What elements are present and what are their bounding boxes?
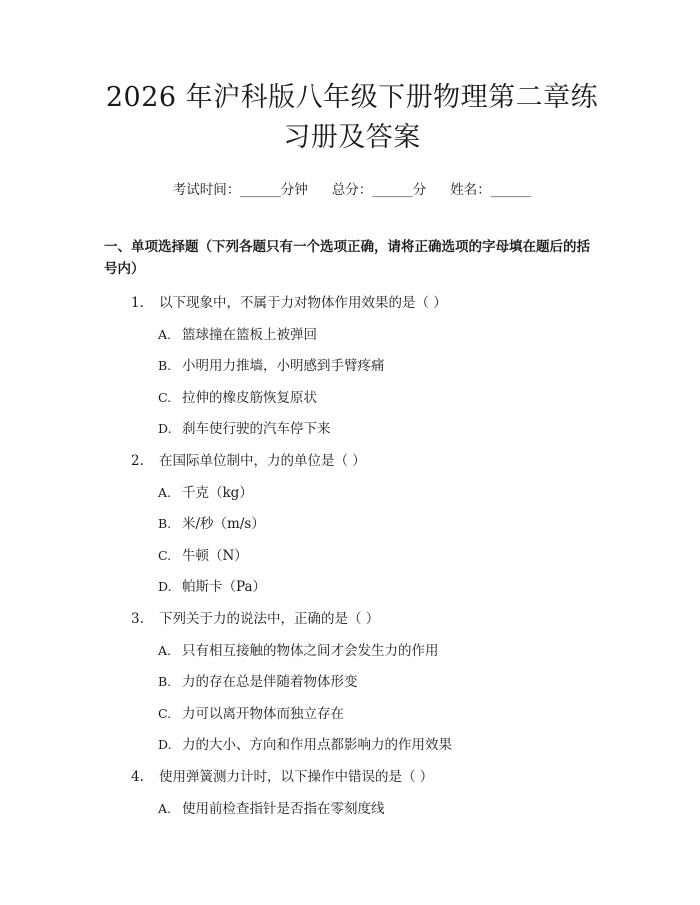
answer-option — [104, 515, 600, 533]
question-number: 2. — [131, 453, 144, 469]
question-text: 在国际单位制中，力的单位是（ ） — [159, 453, 366, 469]
option-list — [104, 326, 600, 439]
question-stem — [104, 610, 600, 628]
option-text: 使用前检查指针是否指在零刻度线 — [182, 800, 385, 817]
option-text: 帕斯卡（Pa） — [182, 579, 267, 595]
question-list — [104, 294, 600, 818]
question-stem — [104, 452, 600, 470]
answer-option — [104, 642, 600, 660]
option-text: 千克（kg） — [182, 484, 253, 501]
answer-option — [104, 673, 600, 691]
question-item — [104, 610, 600, 754]
option-letter: C. — [158, 547, 172, 563]
option-letter: D. — [158, 579, 172, 594]
option-text: 牛顿（N） — [182, 547, 248, 564]
answer-option — [104, 484, 600, 502]
option-text: 篮球撞在篮板上被弹回 — [182, 326, 317, 343]
option-text: 米/秒（m/s） — [182, 516, 265, 532]
question-text: 使用弹簧测力计时，以下操作中错误的是（ ） — [159, 769, 434, 785]
question-text: 以下现象中，不属于力对物体作用效果的是（ ） — [159, 295, 447, 311]
exam-meta — [104, 178, 600, 198]
option-text: 力的大小、方向和作用点都影响力的作用效果 — [182, 737, 452, 753]
option-text: 力的存在总是伴随着物体形变 — [182, 674, 358, 690]
question-number: 4. — [131, 769, 144, 785]
option-list — [104, 800, 600, 818]
option-letter: A. — [158, 484, 172, 500]
question-stem — [104, 768, 600, 786]
option-list — [104, 484, 600, 597]
answer-option — [104, 800, 600, 818]
question-number: 3. — [131, 611, 144, 627]
answer-option — [104, 578, 600, 596]
question-item — [104, 768, 600, 818]
question-item — [104, 294, 600, 438]
answer-option — [104, 420, 600, 438]
option-letter: C. — [158, 389, 172, 405]
answer-option — [104, 389, 600, 407]
option-letter: D. — [158, 421, 172, 436]
total-score-label: 总分：______分 — [331, 182, 427, 198]
question-stem — [104, 294, 600, 312]
option-letter: B. — [158, 516, 172, 531]
section-heading: 一、单项选择题（下列各题只有一个选项正确，请将正确选项的字母填在题后的括号内） — [104, 239, 590, 277]
option-letter: D. — [158, 737, 172, 752]
option-letter: C. — [158, 705, 172, 721]
option-list — [104, 642, 600, 755]
option-text: 只有相互接触的物体之间才会发生力的作用 — [182, 642, 439, 659]
option-letter: A. — [158, 326, 172, 342]
option-letter: B. — [158, 674, 172, 689]
answer-option — [104, 547, 600, 565]
answer-option — [104, 736, 600, 754]
option-text: 刹车使行驶的汽车停下来 — [182, 421, 331, 437]
answer-option — [104, 705, 600, 723]
student-name-label: 姓名：______ — [450, 182, 532, 198]
question-text: 下列关于力的说法中，正确的是（ ） — [159, 611, 380, 627]
option-letter: A. — [158, 642, 172, 658]
answer-option — [104, 357, 600, 375]
answer-option — [104, 326, 600, 344]
question-number: 1. — [131, 295, 144, 311]
option-letter: A. — [158, 800, 172, 816]
exam-time-label: 考试时间：______分钟 — [172, 182, 308, 198]
document-title: 2026 年沪科版八年级下册物理第二章练习册及答案 — [105, 82, 599, 153]
option-letter: B. — [158, 358, 172, 373]
option-text: 力可以离开物体而独立存在 — [182, 705, 344, 722]
option-text: 小明用力推墙，小明感到手臂疼痛 — [182, 358, 385, 374]
option-text: 拉伸的橡皮筋恢复原状 — [182, 389, 317, 406]
question-item — [104, 452, 600, 596]
